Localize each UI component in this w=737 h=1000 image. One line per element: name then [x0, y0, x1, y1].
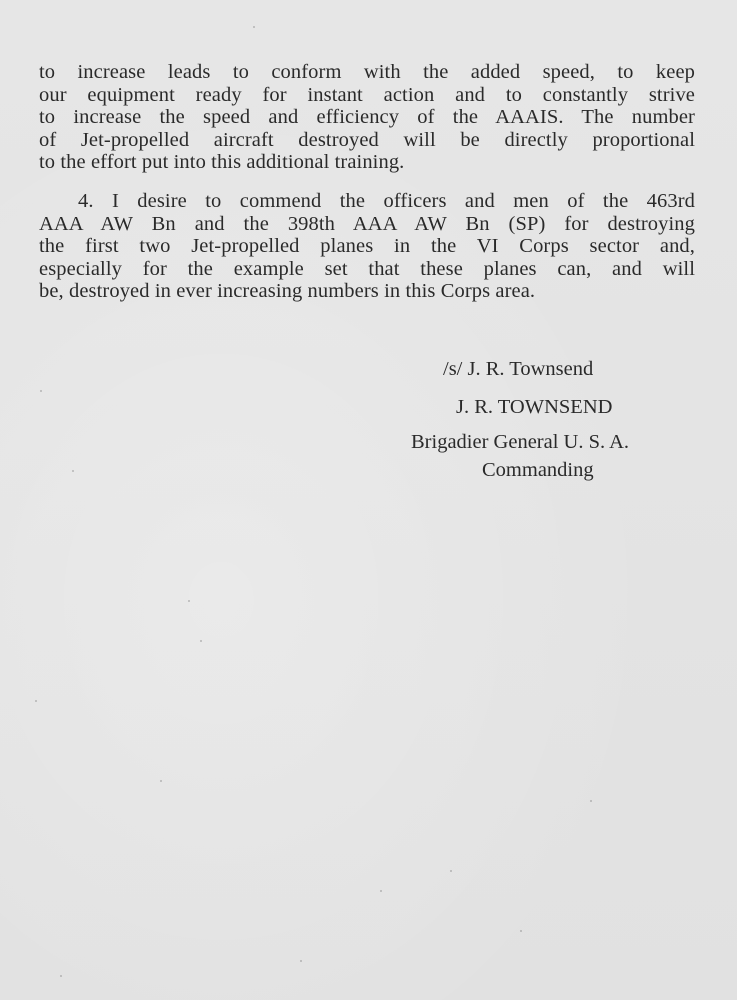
- paper-speck: [188, 600, 190, 602]
- text-line: especially for the example set that these planes can, and will: [39, 257, 695, 280]
- text-line: our equipment ready for instant action and to constantly strive: [39, 83, 695, 106]
- text-line: to increase the speed and efficiency of the AAAIS. The number: [39, 106, 695, 128]
- text-line: of Jet-propelled aircraft destroyed will be directly proportional: [39, 128, 695, 151]
- text-line: 4. I desire to commend the officers and men of the 463rd: [78, 190, 695, 212]
- paper-speck: [160, 780, 162, 782]
- text-line: be, destroyed in ever increasing numbers in this Corps area.: [39, 280, 536, 302]
- commendation-paragraph: [39, 190, 695, 303]
- paper-speck: [520, 930, 522, 932]
- paper-speck: [450, 870, 452, 872]
- paper-speck: [253, 26, 255, 28]
- signer-rank: Brigadier General U. S. A.: [411, 431, 630, 453]
- text-line: AAA AW Bn and the 398th AAA AW Bn (SP) for destroying: [39, 212, 695, 235]
- text-line: to increase leads to conform with the added speed, to keep: [39, 61, 695, 83]
- body-paragraph: [39, 61, 695, 174]
- text-line: to the effort put into this additional training.: [39, 151, 405, 173]
- signed-line: /s/ J. R. Townsend: [443, 358, 594, 380]
- paper-speck: [72, 470, 74, 472]
- text-line: the first two Jet-propelled planes in the VI Corps sector and,: [39, 235, 695, 257]
- signer-name: J. R. TOWNSEND: [456, 396, 613, 418]
- signer-role: Commanding: [482, 459, 594, 481]
- paper-speck: [60, 975, 62, 977]
- paper-speck: [200, 640, 202, 642]
- paper-speck: [590, 800, 592, 802]
- paper-speck: [300, 960, 302, 962]
- paper-speck: [380, 890, 382, 892]
- paper-speck: [40, 390, 42, 392]
- paper-speck: [35, 700, 37, 702]
